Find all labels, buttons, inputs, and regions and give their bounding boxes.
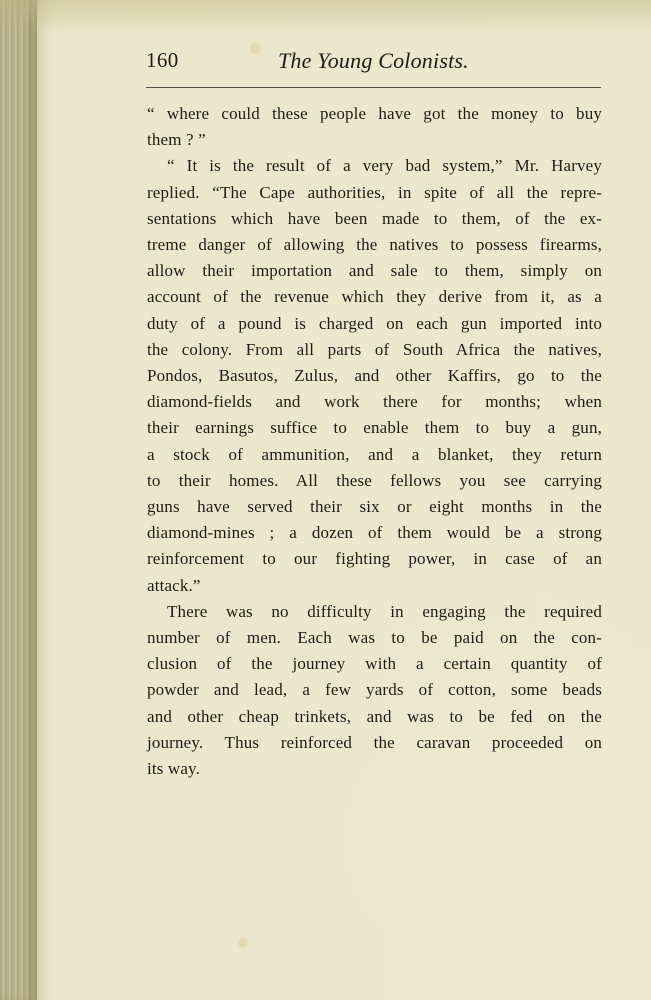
text-line: diamond-mines ; a dozen of them would be a strong [147, 523, 602, 543]
text-line: journey. Thus reinforced the caravan proceeded on [147, 732, 602, 752]
text-line: allow their importation and sale to them, simply on [147, 261, 602, 281]
top-page-shadow [0, 0, 651, 34]
text-line: them ? ” [147, 130, 206, 150]
text-line: attack.” [147, 575, 201, 595]
text-line: “ where could these people have got the money to buy [147, 104, 602, 123]
text-line: “ It is the result of a very bad system,” Mr. Harvey [167, 156, 602, 176]
text-line: clusion of the journey with a certain quantity of [147, 654, 602, 674]
text-line: duty of a pound is charged on each gun imported into [147, 313, 602, 333]
text-line: treme danger of allowing the natives to possess firearms, [147, 235, 602, 255]
text-line: to their homes. All these fellows you see carrying [147, 470, 602, 490]
text-line: number of men. Each was to be paid on the con- [147, 628, 602, 648]
page-number: 160 [146, 48, 179, 72]
binding-shadow [28, 0, 50, 1000]
text-line: a stock of ammunition, and a blanket, they return [147, 444, 602, 464]
text-line: diamond-fields and work there for months; when [147, 392, 602, 412]
text-line: sentations which have been made to them, of the ex- [147, 208, 602, 228]
text-line: guns have served their six or eight months in the [147, 497, 602, 517]
text-line: and other cheap trinkets, and was to be fed on the [147, 706, 602, 726]
text-line: powder and lead, a few yards of cotton, some beads [147, 680, 602, 700]
text-line: reinforcement to our fighting power, in case of an [147, 549, 602, 569]
text-line: its way. [147, 759, 200, 779]
text-line: the colony. From all parts of South Africa the natives, [147, 339, 602, 359]
text-line: their earnings suffice to enable them to buy a gun, [147, 418, 602, 438]
page-header [146, 46, 601, 76]
text-line: There was no difficulty in engaging the required [167, 601, 602, 621]
header-rule [146, 87, 601, 88]
paper-smudge-bottom [238, 938, 248, 948]
text-line: Pondos, Basutos, Zulus, and other Kaffirs, go to the [147, 366, 602, 386]
body-text [147, 101, 602, 782]
running-title: The Young Colonists. [278, 48, 469, 73]
text-line: account of the revenue which they derive from it, as a [147, 287, 602, 307]
text-line: replied. “The Cape authorities, in spite of all the repre- [147, 182, 602, 202]
